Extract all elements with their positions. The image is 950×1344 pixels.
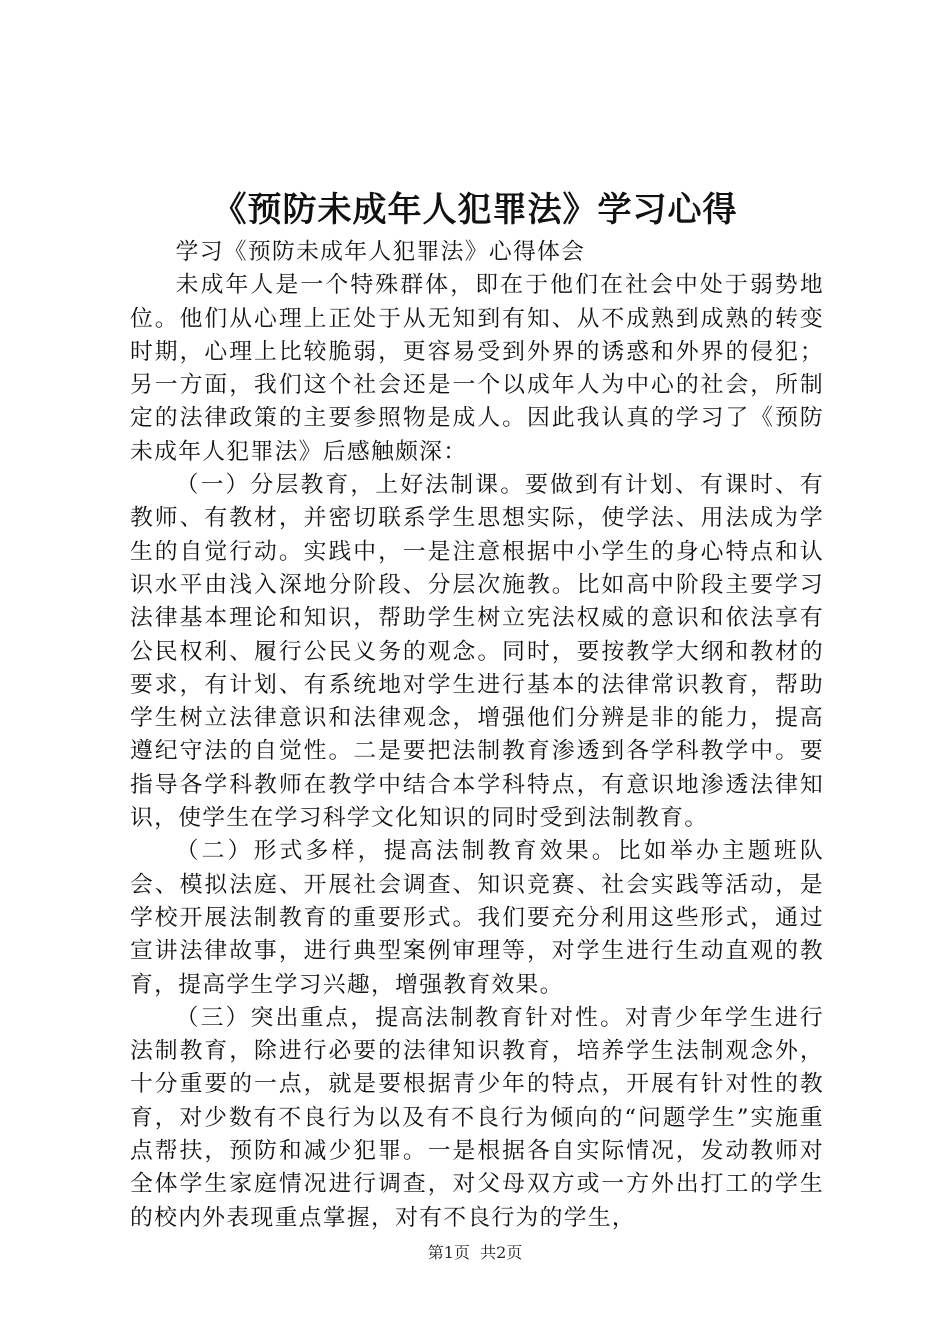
page-total: 共2页 [480, 1243, 523, 1262]
section-one-paragraph: （一）分层教育，上好法制课。要做到有计划、有课时、有教师、有教材，并密切联系学生思想实际，使学法、用法成为学生的自觉行动。实践中，一是注意根据中小学生的身心特点和认识水平由浅入深地分阶段、分层次施教。比如高中阶段主要学习法律基本理论和知识，帮助学生树立宪法权威的意识和依法享有公民权利、履行公民义务的观念。同时，要按教学大纲和教材的要求，有计划、有系统地对学生进行基本的法律常识教育，帮助学生树立法律意识和法律观念，增强他们分辨是非的能力，提高遵纪守法的自觉性。二是要把法制教育渗透到各学科教学中。要指导各学科教师在教学中结合本学科特点，有意识地渗透法律知识，使学生在学习科学文化知识的同时受到法制教育。 [130, 472, 824, 832]
section-three-paragraph: （三）突出重点，提高法制教育针对性。对青少年学生进行法制教育，除进行必要的法律知识教育，培养学生法制观念外，十分重要的一点，就是要根据青少年的特点，开展有针对性的教育，对少数有不良行为以及有不良行为倾向的“问题学生”实施重点帮扶，预防和减少犯罪。一是根据各自实际情况，发动教师对全体学生家庭情况进行调查，对父母双方或一方外出打工的学生的校内外表现重点掌握，对有不良行为的学生， [130, 1004, 824, 1231]
intro-paragraph: 未成年人是一个特殊群体，即在于他们在社会中处于弱势地位。他们从心理上正处于从无知到有知、从不成熟到成熟的转变时期，心理上比较脆弱，更容易受到外界的诱惑和外界的侵犯；另一方面，我们这个社会还是一个以成年人为中心的社会，所制定的法律政策的主要参照物是成人。因此我认真的学习了《预防未成年人犯罪法》后感触颇深： [130, 272, 824, 465]
section-two-paragraph: （二）形式多样，提高法制教育效果。比如举办主题班队会、模拟法庭、开展社会调查、知识竞赛、社会实践等活动，是学校开展法制教育的重要形式。我们要充分利用这些形式，通过宣讲法律故事，进行典型案例审理等，对学生进行生动直观的教育，提高学生学习兴趣，增强教育效果。 [130, 838, 824, 998]
page-number: 第1页 [427, 1243, 470, 1262]
document-title: 《预防未成年人犯罪法》学习心得 [212, 190, 738, 230]
page-footer [0, 1242, 950, 1264]
subtitle-paragraph: 学习《预防未成年人犯罪法》心得体会 [175, 239, 586, 265]
document-body [130, 236, 824, 1235]
